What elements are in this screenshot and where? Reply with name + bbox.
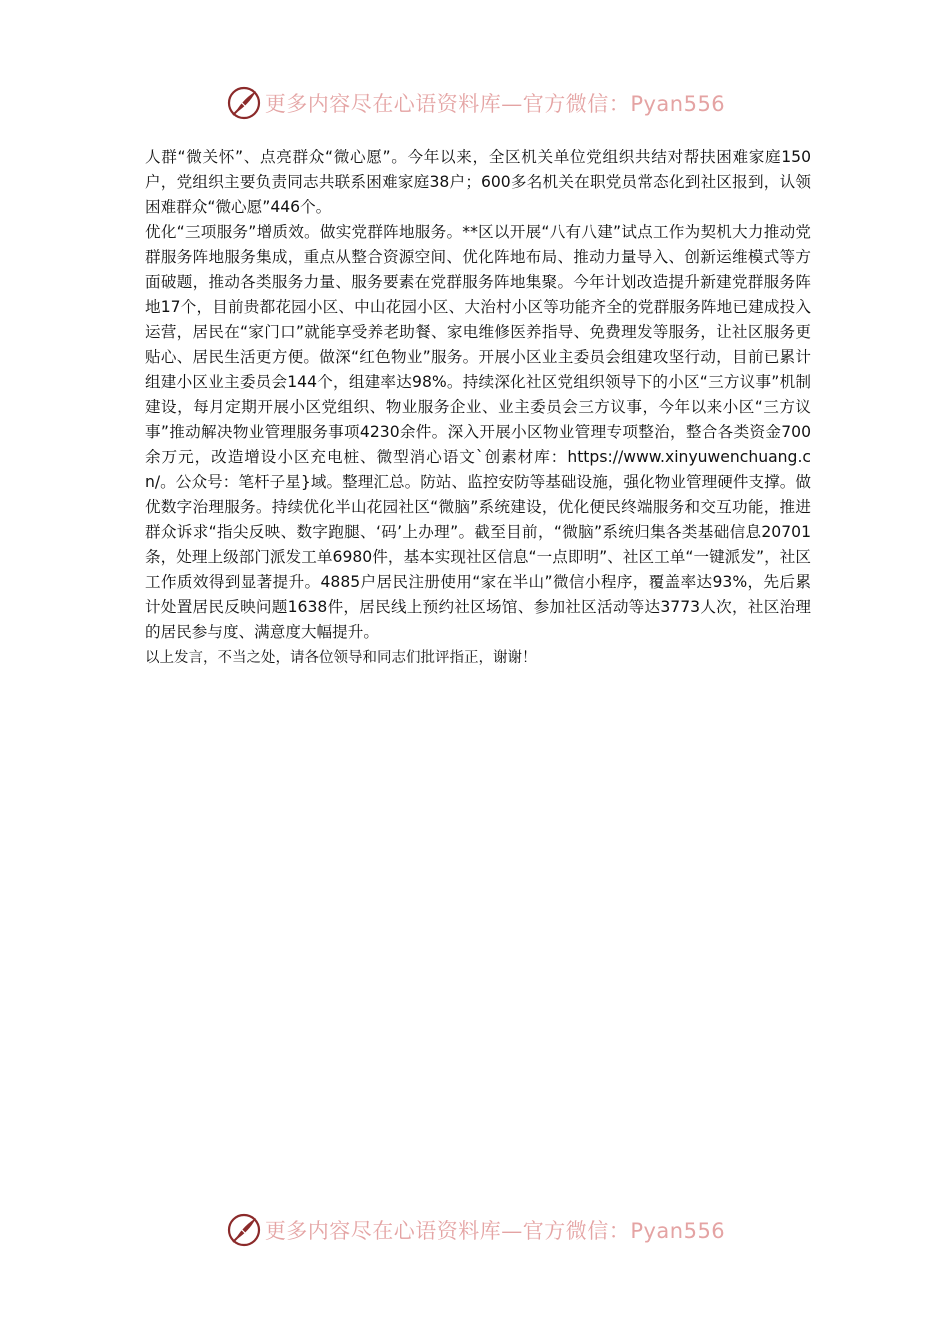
header-banner [0, 80, 950, 126]
banner-brand-text [265, 88, 725, 118]
quill-pen-logo-icon [225, 1211, 263, 1249]
banner-brand-label: 更多内容尽在心语资料库—官方微信： [264, 1219, 631, 1243]
banner-brand-label: 更多内容尽在心语资料库—官方微信： [264, 92, 631, 116]
closing-remark: 以上发言，不当之处，请各位领导和同志们批评指正，谢谢！ [145, 650, 537, 666]
banner-wechat-id: Pyan556 [630, 92, 726, 116]
banner-brand-text [265, 1215, 725, 1245]
document-body [145, 145, 811, 670]
body-paragraph-2: 优化“三项服务”增质效。做实党群阵地服务。**区以开展“八有八建”试点工作为契机大力推动党群服务阵地服务集成，重点从整合资源空间、优化阵地布局、推动力量导入、创新运维模式等方面破题，推动各类服务力量、服务要素在党群服务阵地集聚。今年计划改造提升新建党群服务阵地17个，目前贵都花园小区、中山花园小区、大治村小区等功能齐全的党群服务阵地已建成投入运营，居民在“家门口”就能享受养老助餐、家电维修医养指导、免费理发等服务，让社区服务更贴心、居民生活更方便。做深“红色物业”服务。开展小区业主委员会组建攻坚行动，目前已累计组建小区业主委员会144个，组建率达98%。持续深化社区党组织领导下的小区“三方议事”机制建设，每月定期开展小区党组织、物业服务企业、业主委员会三方议事，今年以来小区“三方议事”推动解决物业管理服务事项4230余件。深入开展小区物业管理专项整治，整合各类资金700余万元，改造增设小区充电桩、微型消心语文`创素材库：https://www.xinyuwenchuang.cn/。公众号：笔杆子星}域。整理汇总。防站、监控安防等基础设施，强化物业管理硬件支撑。做优数字治理服务。持续优化半山花园社区“微脑”系统建设，优化便民终端服务和交互功能，推进群众诉求“指尖反映、数字跑腿、‘码’上办理”。截至目前，“微脑”系统归集各类基础信息20701条，处理上级部门派发工单6980件，基本实现社区信息“一点即明”、社区工单“一键派发”，社区工作质效得到显著提升。4885户居民注册使用“家在半山”微信小程序，覆盖率达93%，先后累计处置居民反映问题1638件，居民线上预约社区场馆、参加社区活动等达3773人次，社区治理的居民参与度、满意度大幅提升。 [145, 223, 811, 641]
banner-wechat-id: Pyan556 [630, 1219, 726, 1243]
footer-banner [0, 1207, 950, 1253]
quill-pen-logo-icon [225, 84, 263, 122]
body-paragraph-1: 人群“微关怀”、点亮群众“微心愿”。今年以来，全区机关单位党组织共结对帮扶困难家庭150户，党组织主要负责同志共联系困难家庭38户；600多名机关在职党员常态化到社区报到，认领困难群众“微心愿”446个。 [145, 148, 811, 216]
